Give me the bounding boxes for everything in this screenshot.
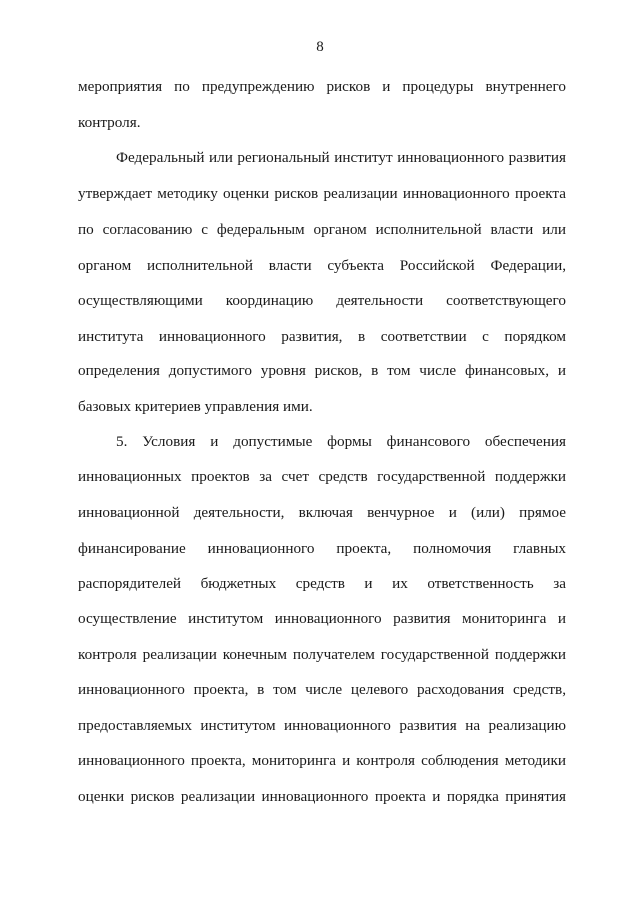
- text-line: осуществление институтом инновационного развития мониторинга и: [78, 610, 566, 627]
- text-line: 5. Условия и допустимые формы финансового обеспечения: [116, 433, 566, 450]
- text-line: Федеральный или региональный институт инновационного развития: [116, 149, 566, 166]
- text-line: инновационной деятельности, включая венчурное и (или) прямое: [78, 504, 566, 521]
- text-line: контроля.: [78, 114, 141, 131]
- text-line: осуществляющими координацию деятельности соответствующего: [78, 292, 566, 309]
- text-line: финансирование инновационного проекта, полномочия главных: [78, 540, 566, 557]
- text-line: инновационных проектов за счет средств государственной поддержки: [78, 468, 566, 485]
- text-line: института инновационного развития, в соответствии с порядком: [78, 328, 566, 345]
- page-number: 8: [316, 39, 324, 55]
- text-line: распорядителей бюджетных средств и их ответственность за: [78, 575, 566, 592]
- text-line: органом исполнительной власти субъекта Российской Федерации,: [78, 257, 566, 274]
- text-line: определения допустимого уровня рисков, в том числе финансовых, и: [78, 362, 566, 379]
- text-line: контроля реализации конечным получателем государственной поддержки: [78, 646, 566, 663]
- text-line: мероприятия по предупреждению рисков и процедуры внутреннего: [78, 78, 566, 95]
- text-line: утверждает методику оценки рисков реализации инновационного проекта: [78, 185, 566, 202]
- text-line: оценки рисков реализации инновационного проекта и порядка принятия: [78, 788, 566, 805]
- text-line: базовых критериев управления ими.: [78, 398, 313, 415]
- text-line: инновационного проекта, в том числе целевого расходования средств,: [78, 681, 566, 698]
- text-line: по согласованию с федеральным органом исполнительной власти или: [78, 221, 566, 238]
- text-line: предоставляемых институтом инновационного развития на реализацию: [78, 717, 566, 734]
- text-line: инновационного проекта, мониторинга и контроля соблюдения методики: [78, 752, 566, 769]
